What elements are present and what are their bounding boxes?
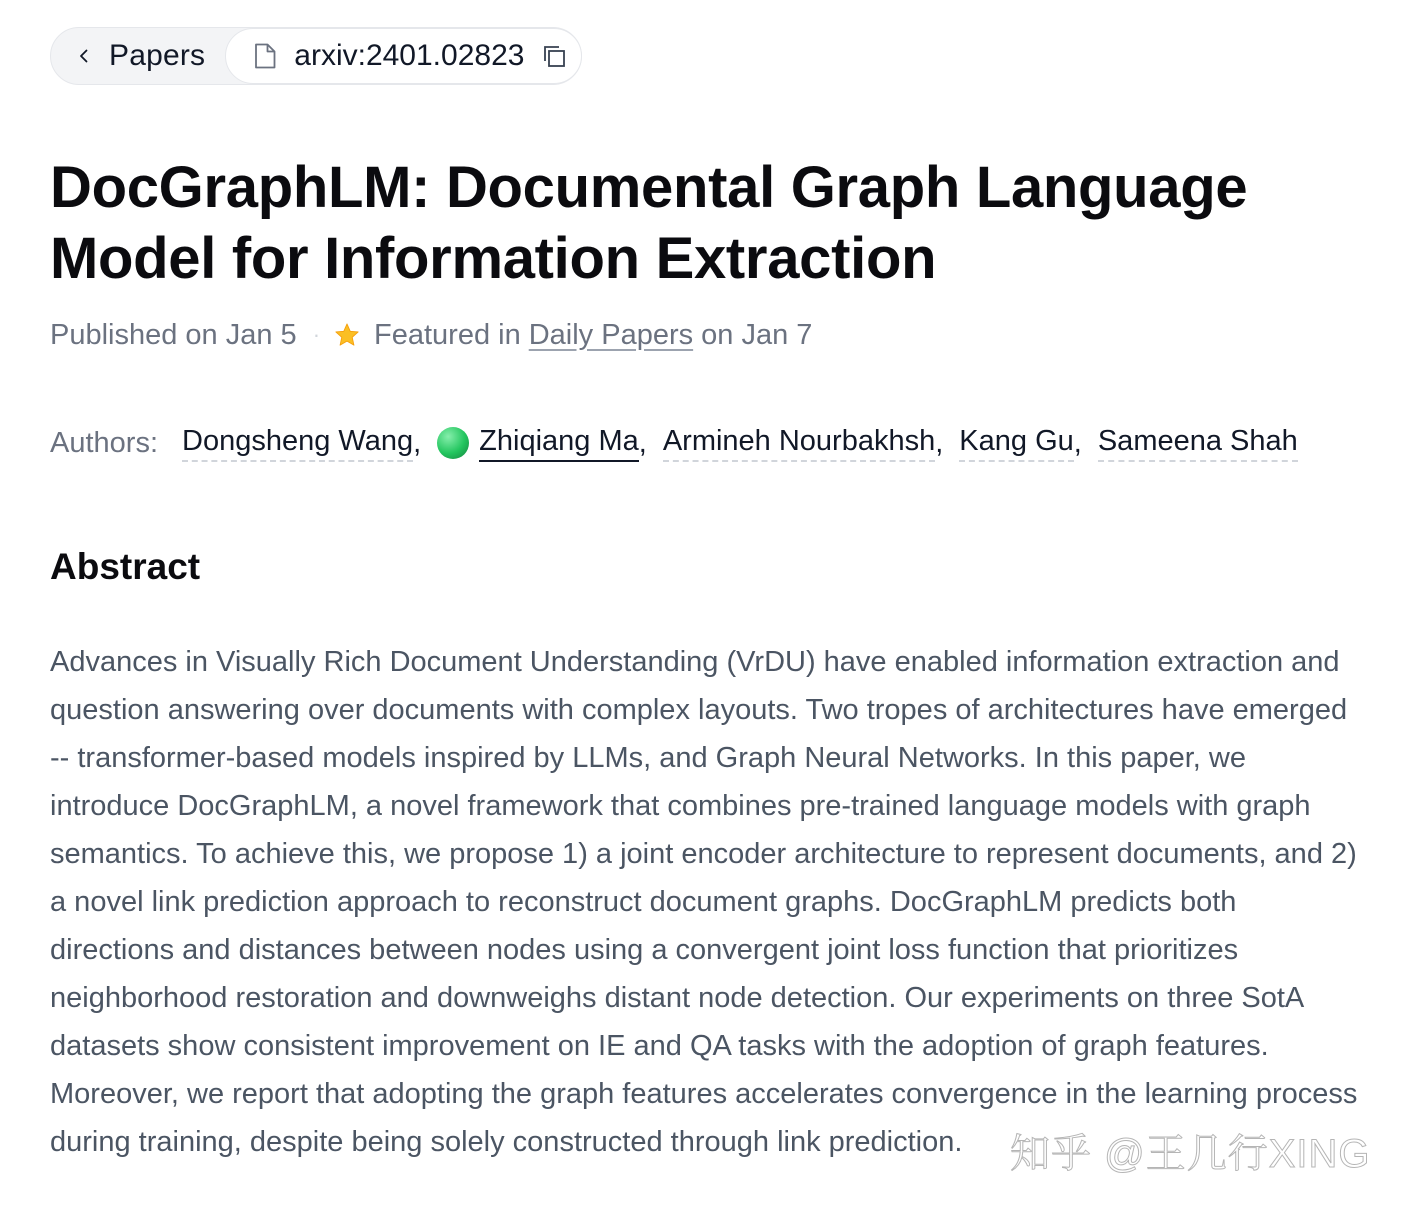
document-icon <box>254 43 276 69</box>
papers-back-label: Papers <box>109 39 206 72</box>
author-separator: , <box>1073 426 1082 459</box>
chevron-left-icon <box>77 49 91 63</box>
star-icon <box>334 322 360 348</box>
meta-separator: · <box>312 322 321 347</box>
authors-label: Authors: <box>50 426 158 459</box>
abstract-heading: Abstract <box>50 546 201 587</box>
publication-meta <box>50 315 812 355</box>
daily-papers-link[interactable]: Daily Papers <box>528 318 694 351</box>
featured-suffix: on Jan 7 <box>701 318 813 351</box>
author-separator: , <box>638 426 647 459</box>
author-separator: , <box>413 426 422 459</box>
author-separator: , <box>935 426 944 459</box>
author-link[interactable]: Armineh Nourbakhsh <box>663 425 935 462</box>
watermark: 知乎 @王几行XING <box>1010 1132 1371 1176</box>
arxiv-id-label: arxiv:2401.02823 <box>294 39 525 72</box>
breadcrumb <box>50 27 582 85</box>
papers-back-link[interactable] <box>51 28 225 84</box>
author-link[interactable]: Kang Gu <box>959 425 1073 462</box>
authors-row <box>50 420 1298 466</box>
paper-title: DocGraphLM: Documental Graph Language Model for Information Extraction <box>50 155 1248 291</box>
copy-icon[interactable] <box>542 44 566 68</box>
featured-prefix: Featured in <box>374 318 521 351</box>
abstract-text: Advances in Visually Rich Document Understanding (VrDU) have enabled information extraction and question answering over documents with complex layouts. Two tropes of architectures have emerged -- transformer-based models inspired by LLMs, and Graph Neural Networks. In this paper, we introduce DocGraphLM, a novel framework that combines pre-trained language models with graph semantics. To achieve this, we propose 1) a joint encoder architecture to represent documents, and 2) a novel link prediction approach to reconstruct document graphs. DocGraphLM predicts both directions and distances between nodes using a convergent joint loss function that prioritizes neighborhood restoration and downweighs distant node detection. Our experiments on three SotA datasets show consistent improvement on IE and QA tasks with the adoption of graph features. Moreover, we report that adopting the graph features accelerates convergence in the learning process during training, despite being solely constructed through link prediction. <box>50 646 1358 1158</box>
author-link[interactable]: Sameena Shah <box>1098 425 1298 462</box>
author-link[interactable]: Zhiqiang Ma <box>479 425 639 462</box>
published-date: Published on Jan 5 <box>50 318 297 351</box>
author-link[interactable]: Dongsheng Wang <box>182 425 413 462</box>
arxiv-id-chip[interactable] <box>225 28 582 84</box>
avatar[interactable] <box>437 427 469 459</box>
